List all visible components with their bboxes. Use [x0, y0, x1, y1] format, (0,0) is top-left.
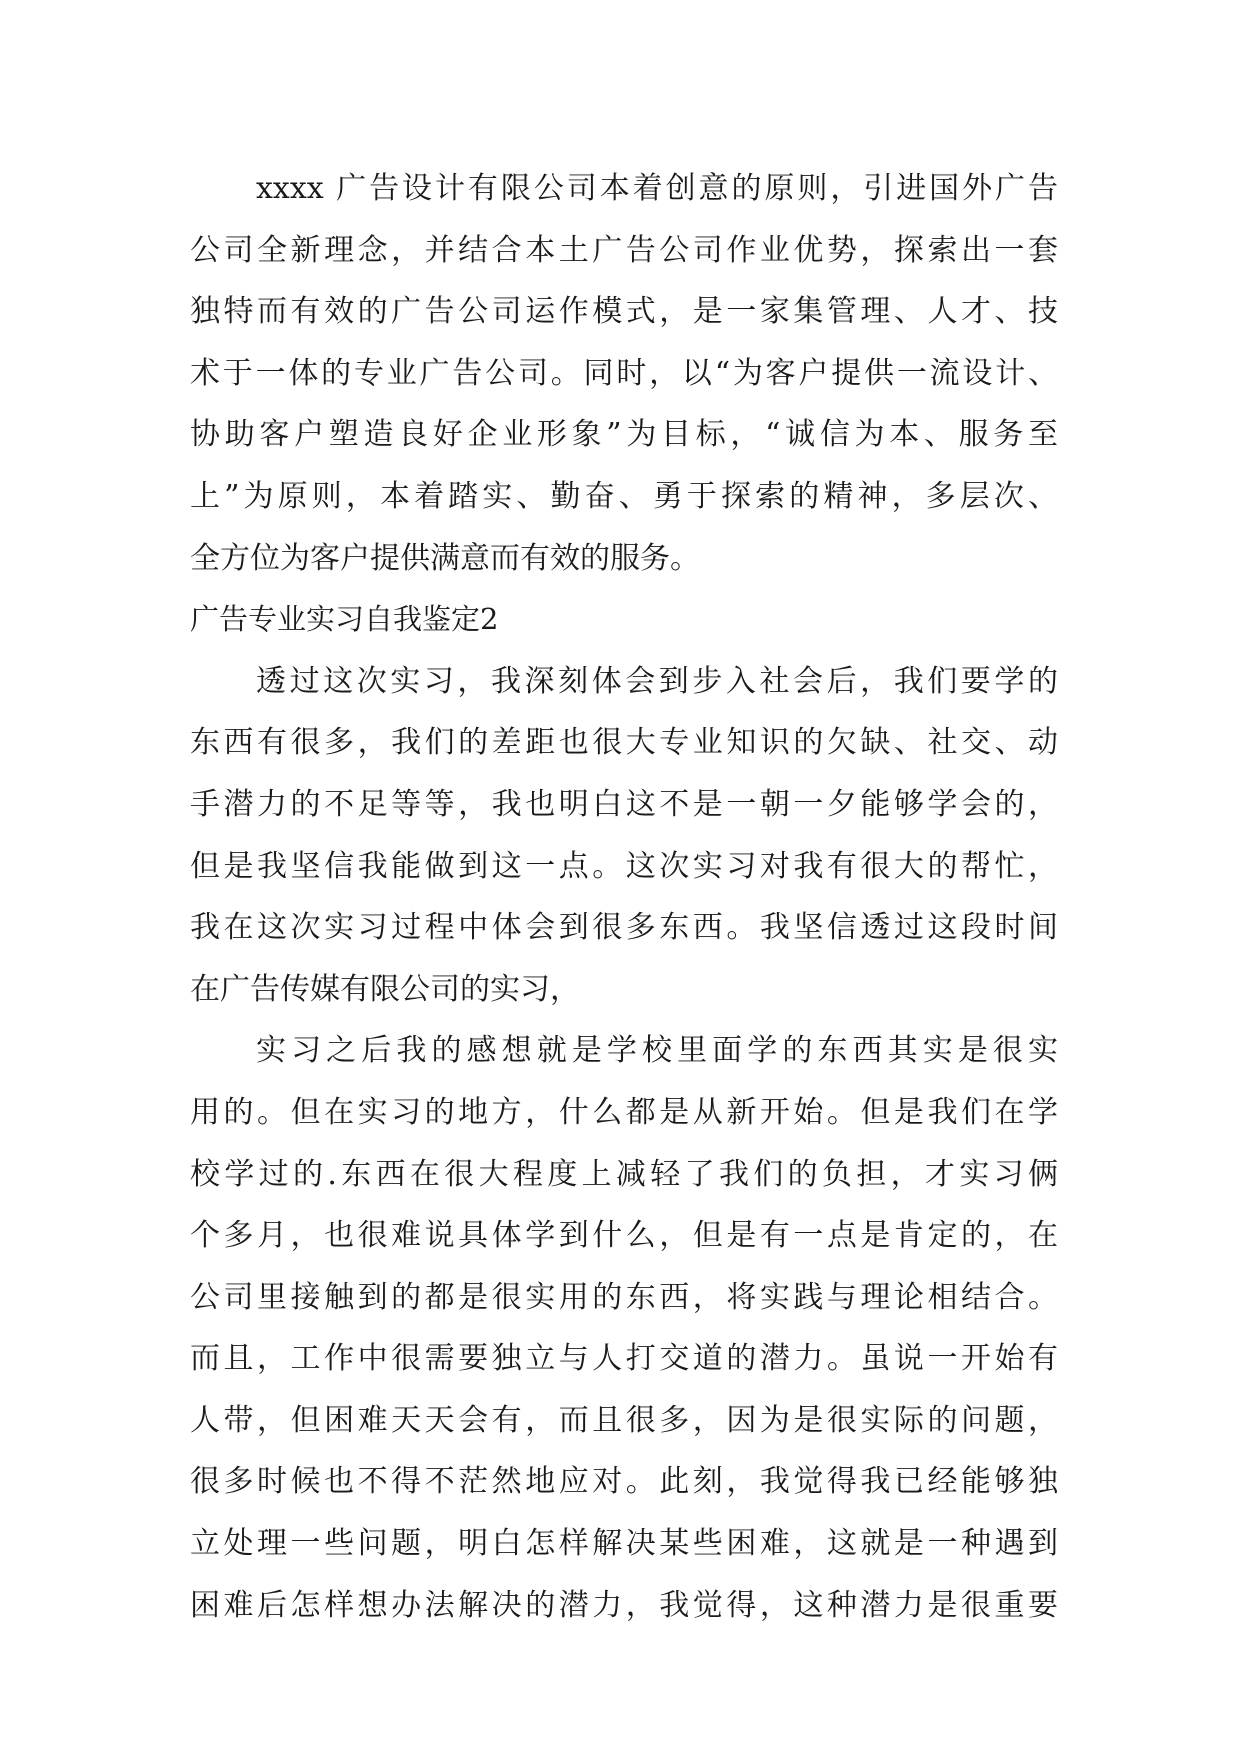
- text-line: 术于一体的专业广告公司。同时，以“为客户提供一流设计、: [190, 355, 1058, 391]
- paragraph-company-intro: [190, 158, 1058, 589]
- document-body: [190, 158, 1058, 1636]
- text-line: 独特而有效的广告公司运作模式，是一家集管理、人才、技: [190, 294, 1058, 330]
- text-line: 个多月，也很难说具体学到什么，但是有一点是肯定的，在: [190, 1218, 1058, 1254]
- text-line: 实习之后我的感想就是学校里面学的东西其实是很实: [256, 1033, 1058, 1069]
- section-title: [190, 589, 1058, 651]
- text-line: 困难后怎样想办法解决的潜力，我觉得，这种潜力是很重要: [190, 1587, 1058, 1623]
- text-line: 公司全新理念，并结合本土广告公司作业优势，探索出一套: [190, 232, 1058, 268]
- text-line: 公司里接触到的都是很实用的东西，将实践与理论相结合。: [190, 1279, 1058, 1315]
- paragraph-internship-thoughts: [190, 1020, 1058, 1636]
- text-line: 协助客户塑造良好企业形象”为目标，“诚信为本、服务至: [190, 417, 1058, 453]
- text-line: 上”为原则，本着踏实、勤奋、勇于探索的精神，多层次、: [190, 478, 1058, 514]
- paragraph-internship-reflection: [190, 651, 1058, 1021]
- text-line: 全方位为客户提供满意而有效的服务。: [190, 540, 700, 576]
- text-line: 用的。但在实习的地方，什么都是从新开始。但是我们在学: [190, 1094, 1058, 1130]
- section-title-text: 广告专业实习自我鉴定2: [190, 602, 499, 637]
- text-line: 但是我坚信我能做到这一点。这次实习对我有很大的帮忙，: [190, 848, 1058, 884]
- text-line: 而且，工作中很需要独立与人打交道的潜力。虽说一开始有: [190, 1341, 1058, 1377]
- text-line: 很多时候也不得不茫然地应对。此刻，我觉得我已经能够独: [190, 1464, 1058, 1500]
- text-line: 立处理一些问题，明白怎样解决某些困难，这就是一种遇到: [190, 1526, 1058, 1562]
- text-line: 在广告传媒有限公司的实习，: [190, 971, 580, 1007]
- text-line: xxxx 广告设计有限公司本着创意的原则，引进国外广告: [256, 171, 1058, 206]
- text-line: 我在这次实习过程中体会到很多东西。我坚信透过这段时间: [190, 910, 1058, 946]
- text-line: 东西有很多，我们的差距也很大专业知识的欠缺、社交、动: [190, 725, 1058, 761]
- text-line: 校学过的.东西在很大程度上减轻了我们的负担，才实习俩: [190, 1156, 1058, 1192]
- text-line: 透过这次实习，我深刻体会到步入社会后，我们要学的: [256, 663, 1058, 699]
- text-line: 人带，但困难天天会有，而且很多，因为是很实际的问题，: [190, 1402, 1058, 1438]
- text-line: 手潜力的不足等等，我也明白这不是一朝一夕能够学会的，: [190, 786, 1058, 822]
